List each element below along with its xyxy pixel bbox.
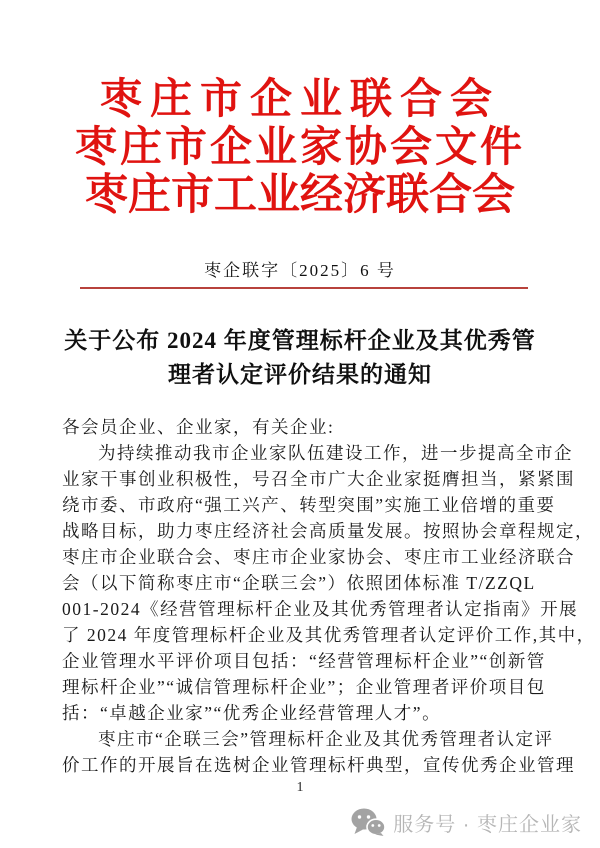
- body-line: 为持续推动我市企业家队伍建设工作，进一步提高全市企: [98, 443, 573, 463]
- red-divider-rule: [80, 287, 528, 289]
- org-name-line: 枣庄市企业家协会文件: [74, 125, 525, 171]
- org-name-line: 枣庄市工业经济联合会: [85, 172, 515, 219]
- wechat-icon: [351, 808, 385, 836]
- body-line: 战略目标，助力枣庄经济社会高质量发展。按照协会章程规定，: [62, 521, 594, 541]
- body-line: 价工作的开展旨在选树企业管理标杆典型，宣传优秀企业管理: [62, 755, 575, 775]
- body-line: 了 2024 年度管理标杆企业及其优秀管理者认定评价工作,其中，: [62, 625, 596, 645]
- wechat-watermark: [351, 806, 582, 838]
- org-name-line: 枣庄市企业联合会: [99, 77, 500, 123]
- body-line: 括：“卓越企业家”“优秀企业经营管理人才”。: [62, 703, 442, 723]
- body-line: 001-2024《经营管理标杆企业及其优秀管理者认定指南》开展: [62, 599, 579, 619]
- notice-title-line: 理者认定评价结果的通知: [168, 362, 432, 387]
- watermark-label: 服务号 · 枣庄企业家: [393, 813, 582, 836]
- notice-body: [62, 414, 596, 778]
- body-line-salutation: 各会员企业、企业家，有关企业:: [62, 417, 335, 437]
- body-line: 枣庄市“企联三会”管理标杆企业及其优秀管理者认定评: [98, 729, 554, 749]
- body-line: 企业管理水平评价项目包括：“经营管理标杆企业”“创新管: [62, 651, 546, 671]
- body-line: 会（以下简称枣庄市“企联三会”）依照团体标准 T/ZZQL: [62, 573, 536, 593]
- body-line: 绕市委、市政府“强工兴产、转型突围”实施工业倍增的重要: [62, 495, 556, 515]
- document-number: 枣企联字〔2025〕6 号: [204, 261, 396, 280]
- page-number: 1: [296, 780, 304, 795]
- body-line: 枣庄市企业联合会、枣庄市企业家协会、枣庄市工业经济联合: [62, 547, 575, 567]
- body-line: 业家干事创业积极性，号召全市广大企业家挺膺担当，紧紧围: [62, 469, 575, 489]
- body-line: 理标杆企业”“诚信管理标杆企业”；企业管理者评价项目包: [62, 677, 546, 697]
- red-header: [0, 76, 600, 220]
- notice-title: [40, 324, 560, 392]
- notice-title-line: 关于公布 2024 年度管理标杆企业及其优秀管: [64, 328, 536, 353]
